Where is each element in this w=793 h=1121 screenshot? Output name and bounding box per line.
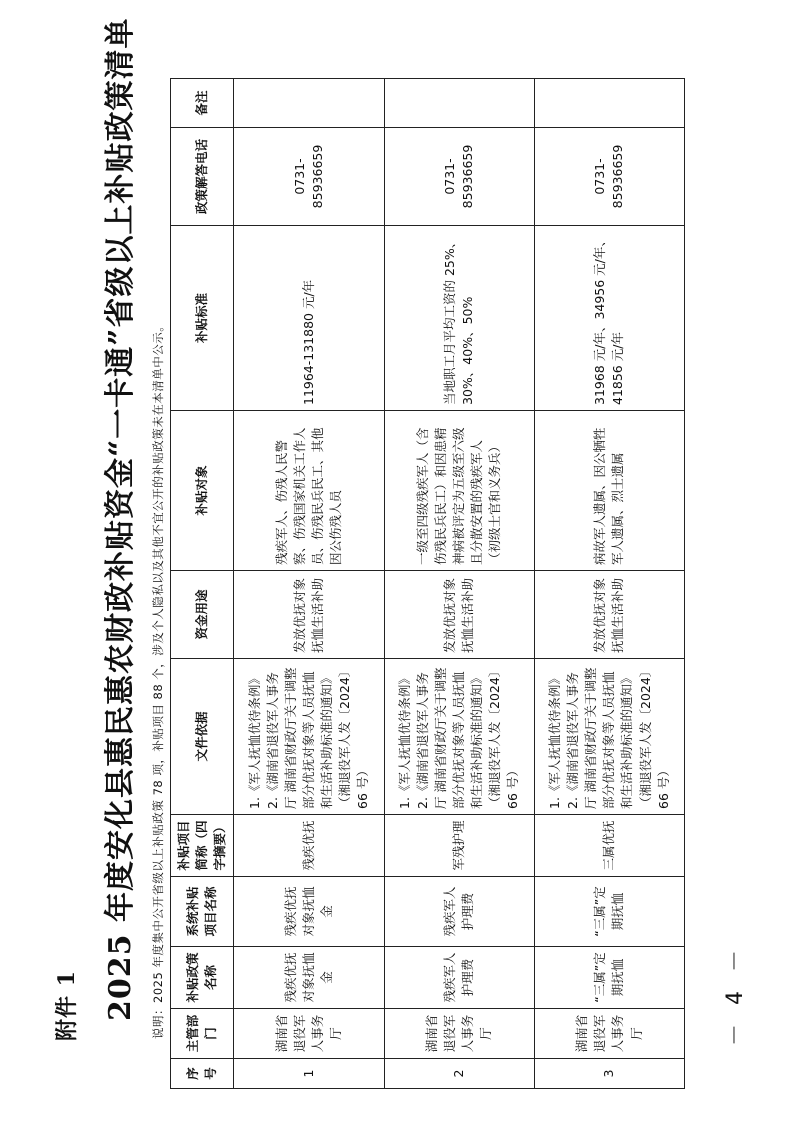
cell-target: 一级至四级残疾军人（含伤残民兵民工）和因患精神病被评定为五级至六级且分散安置的残疾军人（初级士官和义务兵） xyxy=(384,411,534,571)
cell-no: 3 xyxy=(534,1059,684,1089)
col-header-no: 序号 xyxy=(171,1059,234,1089)
cell-short: 三属优抚 xyxy=(534,815,684,877)
cell-target: 残疾军人、伤残人民警察、伤残国家机关工作人员、伤残民兵民工、其他因公伤残人员 xyxy=(234,411,384,571)
cell-policy: 残疾优抚对象抚恤金 xyxy=(234,947,384,1009)
cell-basis: 1.《军人抚恤优待条例》 2.《湖南省退役军人事务厅 湖南省财政厅关于调整部分优抚对象等人员抚恤和生活补助标准的通知》（湘退役军人发〔2024〕66 号） xyxy=(534,659,684,815)
col-header-remark: 备注 xyxy=(171,79,234,128)
cell-standard: 11964-131880 元/年 xyxy=(234,226,384,411)
cell-policy: “三属”定期抚恤 xyxy=(534,947,684,1009)
cell-remark xyxy=(234,79,384,128)
col-header-dept: 主管部门 xyxy=(171,1009,234,1059)
attachment-label: 附件 1 xyxy=(54,970,80,1041)
table-header-row xyxy=(171,79,234,1089)
cell-purpose: 发放优抚对象抚恤生活补助 xyxy=(384,571,534,659)
cell-dept: 湖南省退役军人事务厅 xyxy=(534,1009,684,1059)
cell-short: 军残护理 xyxy=(384,815,534,877)
cell-phone: 0731-85936659 xyxy=(384,128,534,226)
page-number: － 4 － xyxy=(723,944,748,1046)
cell-remark xyxy=(534,79,684,128)
col-header-purpose: 资金用途 xyxy=(171,571,234,659)
explanatory-note: 说明：2025 年度集中公开省级以上补贴政策 78 项，补贴项目 88 个，涉及个人隐私以及其他不宜公开的补贴政策未在本清单中公示。 xyxy=(151,319,165,1039)
cell-standard: 当地职工月平均工资的 25%、30%、40%、50% xyxy=(384,226,534,411)
cell-no: 2 xyxy=(384,1059,534,1089)
cell-policy: 残疾军人护理费 xyxy=(384,947,534,1009)
page-title: 2025 年度安化县惠民惠农财政补贴资金“一卡通”省级以上补贴政策清单 xyxy=(103,17,138,1021)
cell-basis: 1.《军人抚恤优待条例》 2.《湖南省退役军人事务厅 湖南省财政厅关于调整部分优抚对象等人员抚恤和生活补助标准的通知》（湘退役军人发〔2024〕66 号） xyxy=(384,659,534,815)
col-header-system-item: 系统补贴项目名称 xyxy=(171,877,234,947)
cell-purpose: 发放优抚对象抚恤生活补助 xyxy=(234,571,384,659)
cell-target: 病故军人遗属、因公牺牲军人遗属、烈士遗属 xyxy=(534,411,684,571)
cell-basis: 1.《军人抚恤优待条例》 2.《湖南省退役军人事务厅 湖南省财政厅关于调整部分优抚对象等人员抚恤和生活补助标准的通知》（湘退役军人发〔2024〕66 号） xyxy=(234,659,384,815)
cell-phone: 0731-85936659 xyxy=(234,128,384,226)
table-row xyxy=(234,79,384,1089)
table-row xyxy=(534,79,684,1089)
cell-no: 1 xyxy=(234,1059,384,1089)
col-header-target: 补贴对象 xyxy=(171,411,234,571)
col-header-policy: 补贴政策名称 xyxy=(171,947,234,1009)
cell-phone: 0731-85936659 xyxy=(534,128,684,226)
policy-table xyxy=(170,78,685,1089)
cell-system-item: 残疾优抚对象抚恤金 xyxy=(234,877,384,947)
cell-short: 残疾优抚 xyxy=(234,815,384,877)
cell-purpose: 发放优抚对象抚恤生活补助 xyxy=(534,571,684,659)
cell-standard: 31968 元/年、34956 元/年、41856 元/年 xyxy=(534,226,684,411)
cell-remark xyxy=(384,79,534,128)
table-row xyxy=(384,79,534,1089)
col-header-basis: 文件依据 xyxy=(171,659,234,815)
cell-dept: 湖南省退役军人事务厅 xyxy=(234,1009,384,1059)
cell-system-item: 残疾军人护理费 xyxy=(384,877,534,947)
col-header-phone: 政策解答电话 xyxy=(171,128,234,226)
col-header-standard: 补贴标准 xyxy=(171,226,234,411)
cell-dept: 湖南省退役军人事务厅 xyxy=(384,1009,534,1059)
col-header-short: 补贴项目简称（四字摘要） xyxy=(171,815,234,877)
cell-system-item: “三属”定期抚恤 xyxy=(534,877,684,947)
